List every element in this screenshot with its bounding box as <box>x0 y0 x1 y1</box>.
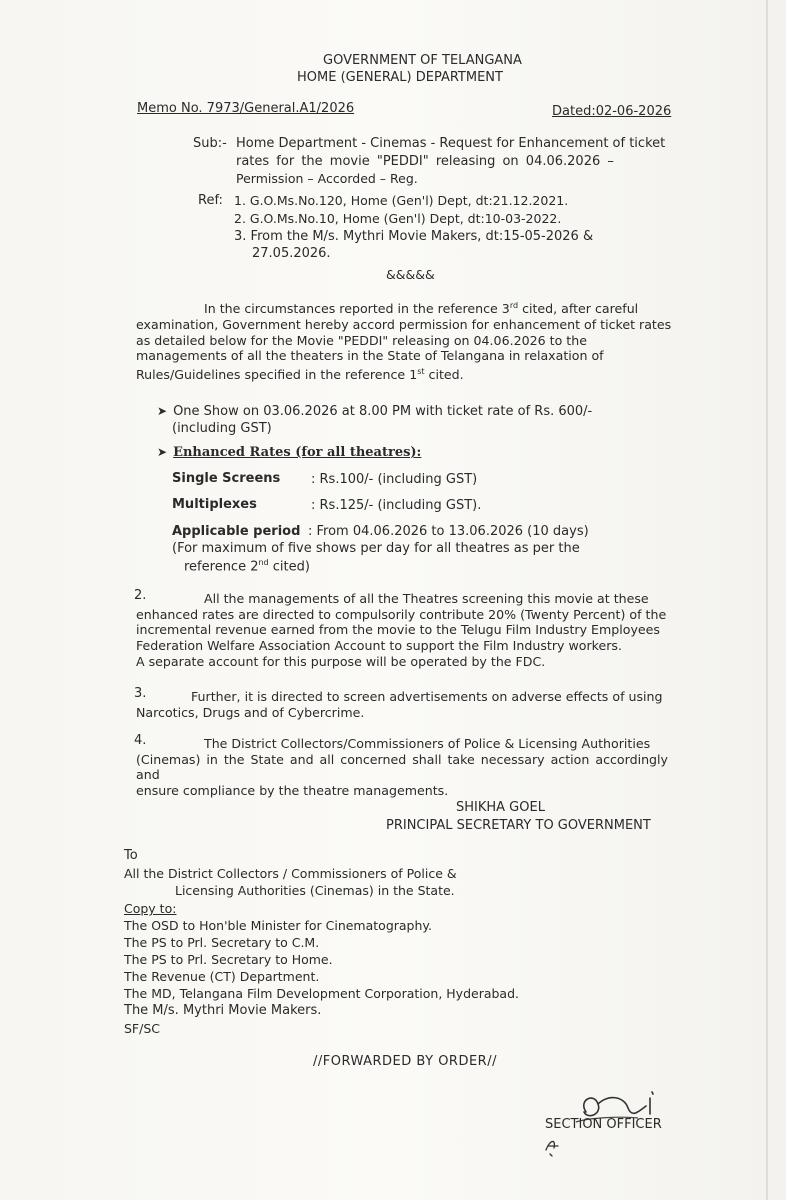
intro-line-1: In the circumstances reported in the reference 3rd cited, after careful <box>204 301 639 317</box>
subject-line-2: rates for the movie "PEDDI" releasing on 04.06.2026 – <box>236 154 614 169</box>
para-2-line-4: Federation Welfare Association Account to support the Film Industry workers. <box>136 638 622 654</box>
subject-line-1: Home Department - Cinemas - Request for Enhancement of ticket <box>236 136 666 151</box>
memo-date: Dated:02-06-2026 <box>552 104 672 119</box>
header-line-2: HOME (GENERAL) DEPARTMENT <box>297 70 503 85</box>
para-4 <box>136 736 668 799</box>
intro-line-2: examination, Government hereby accord permission for enhancement of ticket rates <box>136 316 672 332</box>
to-label: To <box>124 848 138 863</box>
shows-note-line-1: (For maximum of five shows per day for all theatres as per the <box>172 541 580 556</box>
separator: &&&&& <box>386 267 435 282</box>
single-screens-label: Single Screens <box>172 471 281 486</box>
enhanced-heading: ➤ Enhanced Rates (for all theatres): <box>157 445 422 460</box>
ref-item-2: 2. G.O.Ms.No.10, Home (Gen'l) Dept, dt:10-03-2022. <box>234 211 562 226</box>
one-show-line-1: ➤ One Show on 03.06.2026 at 8.00 PM with ticket rate of Rs. 600/- <box>157 404 593 419</box>
para-4-number: 4. <box>134 733 147 748</box>
para-3-number: 3. <box>134 686 147 701</box>
to-line-2: Licensing Authorities (Cinemas) in the State. <box>175 883 455 898</box>
forwarded-by-order: //FORWARDED BY ORDER// <box>313 1054 497 1069</box>
shows-note-line-2: reference 2nd cited) <box>184 558 310 575</box>
intro-line-4: managements of all the theaters in the State of Telangana in relaxation of <box>136 348 604 364</box>
header-line-1: GOVERNMENT OF TELANGANA <box>323 53 522 68</box>
copy-to-item-2: The PS to Prl. Secretary to C.M. <box>124 935 320 950</box>
para-2-line-3: incremental revenue earned from the movie to the Telugu Film Industry Employees <box>136 622 660 638</box>
bullet-arrow-icon: ➤ <box>157 404 168 418</box>
intro-line-3: as detailed below for the Movie "PEDDI" releasing on 04.06.2026 to the <box>136 332 587 348</box>
para-2-number: 2. <box>134 588 147 603</box>
intro-paragraph <box>136 298 672 383</box>
para-3-line-2: Narcotics, Drugs and of Cybercrime. <box>136 704 365 720</box>
signatory-name: SHIKHA GOEL <box>456 800 545 815</box>
copy-to-item-3: The PS to Prl. Secretary to Home. <box>124 952 333 967</box>
ref-item-3: 3. From the M/s. Mythri Movie Makers, dt:15-05-2026 & <box>234 229 594 244</box>
page-edge-line <box>766 0 768 1200</box>
para-2-line-2: enhanced rates are directed to compulsorily contribute 20% (Twenty Percent) of the <box>136 606 667 622</box>
copy-to-item-1: The OSD to Hon'ble Minister for Cinematography. <box>124 918 433 933</box>
copy-to-label: Copy to: <box>124 901 177 916</box>
applicable-period-value: : From 04.06.2026 to 13.06.2026 (10 days) <box>308 524 589 539</box>
memo-number: Memo No. 7973/General.A1/2026 <box>137 101 355 116</box>
para-2-line-5: A separate account for this purpose will be operated by the FDC. <box>136 653 546 669</box>
signatory-title: PRINCIPAL SECRETARY TO GOVERNMENT <box>386 818 651 833</box>
multiplexes-value: : Rs.125/- (including GST). <box>311 498 482 513</box>
para-4-line-2: (Cinemas) in the State and all concerned shall take necessary action accordingly and <box>136 751 668 783</box>
para-2-line-1: All the managements of all the Theatres screening this movie at these <box>204 591 649 606</box>
para-3-line-1: Further, it is directed to screen advertisements on adverse effects of using <box>191 689 663 704</box>
para-4-line-1: The District Collectors/Commissioners of Police & Licensing Authorities <box>204 736 651 751</box>
applicable-period-label: Applicable period <box>172 524 301 539</box>
to-line-1: All the District Collectors / Commissioners of Police & <box>124 866 457 881</box>
para-2 <box>136 591 668 670</box>
one-show-line-2: (including GST) <box>172 421 272 436</box>
subject-label: Sub:- <box>193 136 227 151</box>
para-3 <box>136 689 668 720</box>
section-officer-label: SECTION OFFICER <box>545 1117 662 1132</box>
intro-line-5: Rules/Guidelines specified in the reference 1st cited. <box>136 367 464 383</box>
single-screens-value: : Rs.100/- (including GST) <box>311 472 478 487</box>
para-4-line-3: ensure compliance by the theatre managements. <box>136 783 449 799</box>
copy-to-item-7: SF/SC <box>124 1021 160 1036</box>
copy-to-item-6: The M/s. Mythri Movie Makers. <box>124 1003 322 1018</box>
multiplexes-label: Multiplexes <box>172 497 257 512</box>
subject-line-3: Permission – Accorded – Reg. <box>236 171 418 186</box>
ref-item-1: 1. G.O.Ms.No.120, Home (Gen'l) Dept, dt:21.12.2021. <box>234 193 569 208</box>
ref-item-3-cont: 27.05.2026. <box>252 246 331 261</box>
bullet-arrow-icon: ➤ <box>157 445 168 459</box>
copy-to-item-4: The Revenue (CT) Department. <box>124 969 320 984</box>
copy-to-item-5: The MD, Telangana Film Development Corporation, Hyderabad. <box>124 986 519 1001</box>
ref-label: Ref: <box>198 193 223 208</box>
